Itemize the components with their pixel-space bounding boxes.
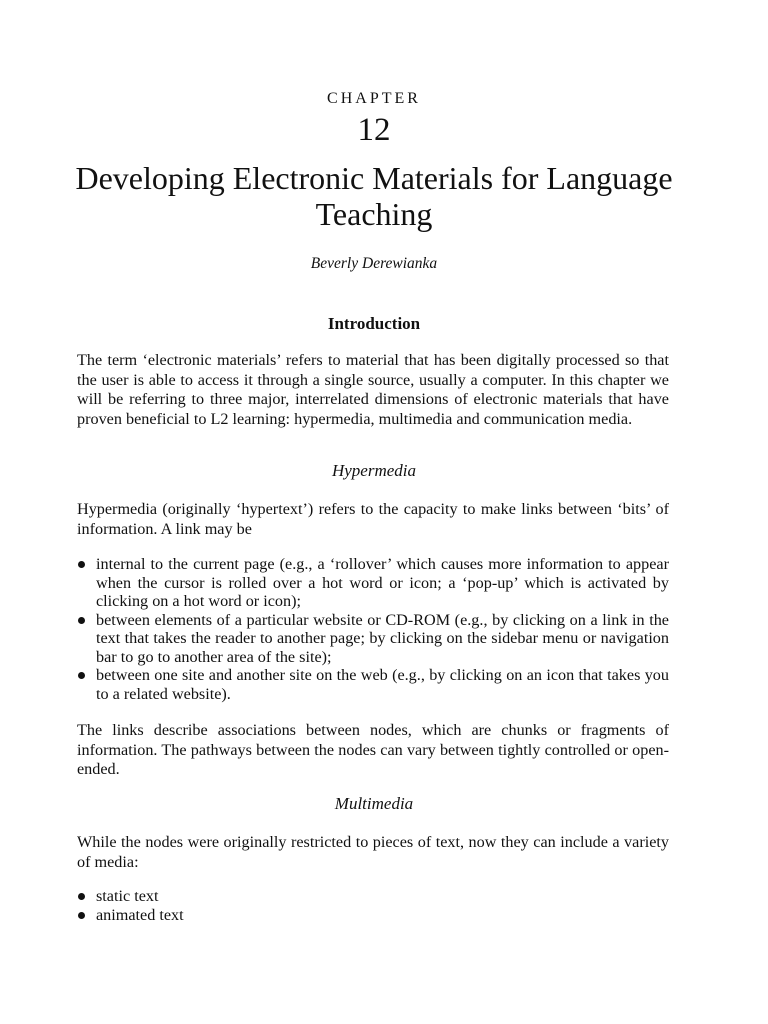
hypermedia-closing-paragraph: The links describe associations between nodes, which are chunks or fragments of information. The pathways between the nodes can vary between tightly controlled or open-ended.: [77, 721, 669, 778]
bullet-icon: [78, 561, 85, 568]
list-item-text: animated text: [96, 905, 184, 924]
introduction-paragraph: The term ‘electronic materials’ refers to material that has been digitally processed so that the user is able to access it through a single source, usually a computer. In this chapter we will be referring to three major, interrelated dimensions of electronic materials that have proven beneficial to L2 learning: hypermedia, multimedia and communication media.: [77, 351, 669, 428]
list-item-text: between one site and another site on the web (e.g., by clicking on an icon that takes you to a related website).: [96, 666, 669, 703]
chapter-title: Developing Electronic Materials for Language Teaching: [75, 160, 673, 232]
introduction-heading: Introduction: [327, 314, 421, 333]
bullet-icon: [78, 672, 85, 679]
list-item: [77, 611, 669, 667]
bullet-icon: [78, 912, 85, 919]
list-item-text: between elements of a particular website or CD-ROM (e.g., by clicking on a link in the text that takes the reader to another page; by clicking on the sidebar menu or navigation bar to go to another area of the site);: [96, 610, 669, 666]
list-item: [77, 666, 669, 703]
hypermedia-heading: Hypermedia: [331, 461, 417, 480]
chapter-number: 12: [357, 112, 391, 148]
bullet-icon: [78, 893, 85, 900]
chapter-label: CHAPTER: [327, 90, 421, 107]
hypermedia-link-list: [77, 555, 669, 703]
multimedia-intro-paragraph: While the nodes were originally restricted to pieces of text, now they can include a variety of media:: [77, 833, 669, 871]
list-item: [77, 887, 669, 906]
list-item-text: static text: [96, 887, 159, 905]
list-item: [77, 906, 669, 925]
author-name: Beverly Derewianka: [310, 255, 438, 272]
list-item-text: internal to the current page (e.g., a ‘rollover’ which causes more information to appear when the cursor is rolled over a hot word or icon; a ‘pop-up’ which is activated by clicking on a hot word or icon);: [96, 555, 669, 610]
multimedia-heading: Multimedia: [334, 794, 414, 813]
multimedia-media-list: [77, 887, 669, 924]
list-item: [77, 555, 669, 611]
hypermedia-intro-paragraph: Hypermedia (originally ‘hypertext’) refers to the capacity to make links between ‘bits’ of information. A link may be: [77, 500, 669, 538]
bullet-icon: [78, 617, 85, 624]
